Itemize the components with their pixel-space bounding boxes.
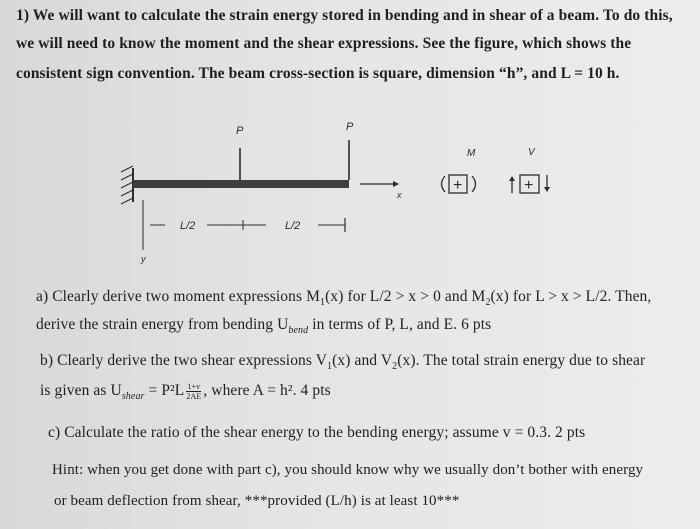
part-b-frac-den: 2AE xyxy=(186,392,202,401)
part-b-l2-eq: = P²L xyxy=(144,382,185,400)
intro-line-2: we will need to know the moment and the shear expressions. See the figure, which shows the xyxy=(16,35,632,52)
part-a-l1-pre: a) Clearly derive two moment expressions M xyxy=(36,288,320,305)
part-a-l1-post: (x) for L > x > L/2. Then, xyxy=(490,288,652,305)
load-label-right: P xyxy=(346,121,354,133)
part-a-l2-sub: bend xyxy=(288,325,309,337)
shear-label: V xyxy=(528,147,535,158)
x-axis-label: x xyxy=(397,190,402,200)
part-b-l1-sub1: 1 xyxy=(327,361,333,373)
part-a-l2-post: in terms of P, L, and E. 6 pts xyxy=(308,316,492,333)
moment-plus: + xyxy=(453,177,463,194)
part-a-l1-sub1: 1 xyxy=(320,297,326,309)
part-a-line-2 xyxy=(36,316,491,336)
y-axis-label: y xyxy=(141,254,146,264)
part-b-line-2 xyxy=(40,382,331,402)
fixed-support-wall xyxy=(121,166,133,204)
part-b-l2-pre: is given as U xyxy=(40,382,122,400)
part-c-line: c) Calculate the ratio of the shear energy to the bending energy; assume v = 0.3. 2 pts xyxy=(48,424,586,441)
part-b-frac-num: 1+v xyxy=(187,382,201,391)
load-label-left: P xyxy=(236,125,244,137)
part-a-l1-mid: (x) for L/2 > x > 0 and M xyxy=(325,288,486,305)
intro-line-1: 1) We will want to calculate the strain energy stored in bending and in shear of a beam. To do this, xyxy=(16,7,673,24)
part-b-l1-pre: b) Clearly derive the two shear expressions V xyxy=(40,352,328,369)
part-b-l1-sub2: 2 xyxy=(392,361,398,373)
hint-line-1: Hint: when you get done with part c), you should know why we usually don’t bother with energy xyxy=(52,462,644,478)
intro-line-3: consistent sign convention. The beam cross-section is square, dimension “h”, and L = 10 h. xyxy=(16,65,620,82)
beam xyxy=(133,180,349,188)
part-b-fraction xyxy=(186,382,201,401)
hint-line-2: or beam deflection from shear, ***provided (L/h) is at least 10*** xyxy=(54,493,460,509)
part-b-l2-post: , where A = h². 4 pts xyxy=(203,382,331,400)
moment-label: M xyxy=(467,148,476,159)
part-b-line-1 xyxy=(40,352,645,372)
part-a-l1-sub2: 2 xyxy=(485,297,491,309)
dimension-left-label: L/2 xyxy=(180,220,196,232)
shear-plus: + xyxy=(524,177,534,194)
part-a-l2-pre: derive the strain energy from bending U xyxy=(36,316,289,333)
dimension-right-label: L/2 xyxy=(285,220,301,232)
part-b-l1-mid: (x) and V xyxy=(332,352,393,369)
part-b-l2-sub: shear xyxy=(121,391,145,403)
part-a-line-1 xyxy=(36,288,651,308)
x-axis-arrow xyxy=(360,181,399,187)
part-b-l1-post: (x). The total strain energy due to shear xyxy=(397,352,646,369)
